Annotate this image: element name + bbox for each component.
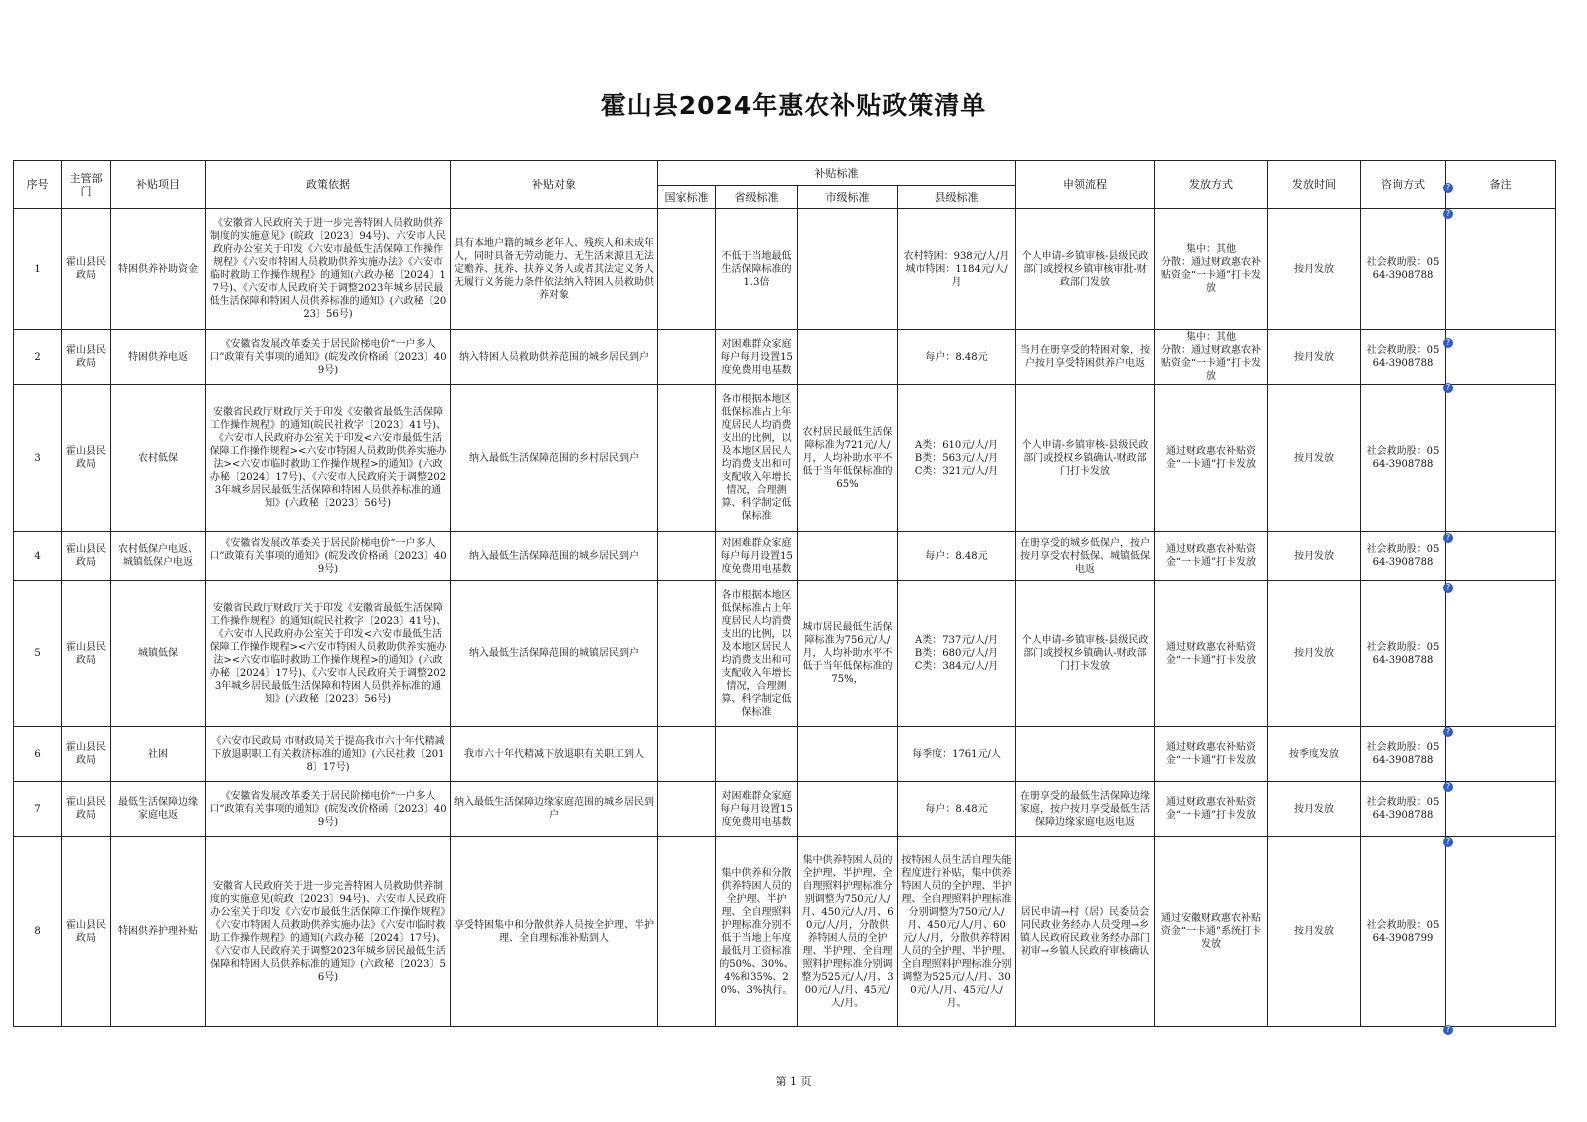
cell-remark: [1446, 209, 1556, 330]
cell-process: 当月在册享受的特困对象，按户按月享受特困供养户电返: [1016, 330, 1155, 385]
cell-process: 个人申请-乡镇审核-县级民政部门或授权乡镇确认-财政部门打卡发放: [1016, 581, 1155, 727]
header-target: 补贴对象: [451, 161, 658, 209]
table-row: [14, 837, 1556, 1027]
cell-basis: 《六安市民政局 市财政局关于提高我市六十年代精减下放退职职工有关救济标准的通知》(六民社救〔2018〕17号): [206, 727, 451, 782]
cell-county: 按特困人员生活自理失能程度进行补贴，集中供养特困人员的全护理、半护理、全自理照料护理标准分别调整为750元/人/月、450元/人/月、60元/人/月，分散供养特困人员的全护理、半护理、全自理照料护理标准分别调整为525元/人/月、300元/人/月、45元/人/月。: [898, 837, 1016, 1027]
cell-provincial: 各市根据本地区低保标准占上年度居民人均消费支出的比例，以及本地区居民人均消费支出和可支配收入年增长情况，合理测算、科学制定低保标准: [716, 581, 798, 727]
cell-remark: [1446, 782, 1556, 837]
cell-target: 纳入最低生活保障范围的城乡居民到户: [451, 532, 658, 581]
cell-dept: 霍山县民政局: [62, 727, 111, 782]
cell-county: 每户：8.48元: [898, 330, 1016, 385]
cell-county: 农村特困：938元/人/月 城市特困：1184元/人/月: [898, 209, 1016, 330]
cell-process: 个人申请-乡镇审核-县级民政部门或授权乡镇审核审批-财政部门发放: [1016, 209, 1155, 330]
cell-time: 按月发放: [1268, 330, 1361, 385]
cell-seq: 8: [14, 837, 62, 1027]
cell-item: 特困供养补助资金: [111, 209, 206, 330]
cell-dept: 霍山县民政局: [62, 837, 111, 1027]
cell-method: 通过财政惠农补贴资金“一卡通”打卡发放: [1155, 782, 1268, 837]
cell-provincial: 对困难群众家庭每户每月设置15度免费用电基数: [716, 782, 798, 837]
comment-marker-icon[interactable]: ?: [1443, 837, 1453, 847]
header-time: 发放时间: [1268, 161, 1361, 209]
cell-remark: [1446, 727, 1556, 782]
cell-national: [658, 727, 716, 782]
cell-target: 享受特困集中和分散供养人员按全护理、半护理、全自理标准补贴到人: [451, 837, 658, 1027]
cell-target: 纳入最低生活保障范围的城镇居民到户: [451, 581, 658, 727]
header-national: 国家标准: [658, 186, 716, 209]
cell-item: 最低生活保障边缘家庭电返: [111, 782, 206, 837]
header-dept: 主管部门: [62, 161, 111, 209]
policy-table: [13, 160, 1556, 1027]
cell-county: A类：737元/人/月 B类：680元/人/月 C类：384元/人/月: [898, 581, 1016, 727]
cell-method: 通过安徽财政惠农补贴资金“一卡通”系统打卡发放: [1155, 837, 1268, 1027]
comment-marker-icon[interactable]: ?: [1443, 183, 1453, 193]
comment-marker-icon[interactable]: ?: [1443, 1025, 1453, 1035]
cell-seq: 1: [14, 209, 62, 330]
header-method: 发放方式: [1155, 161, 1268, 209]
header-provincial: 省级标准: [716, 186, 798, 209]
cell-county: 每季度：1761元/人: [898, 727, 1016, 782]
cell-time: 按季度发放: [1268, 727, 1361, 782]
cell-provincial: [716, 727, 798, 782]
cell-basis: 《安徽省发展改革委关于居民阶梯电价“一户多人口”政策有关事项的通知》(皖发改价格函〔2023〕409号): [206, 532, 451, 581]
cell-national: [658, 385, 716, 532]
cell-target: 纳入特困人员救助供养范围的城乡居民到户: [451, 330, 658, 385]
cell-basis: 《安徽省人民政府关于进一步完善特困人员救助供养制度的实施意见》(皖政〔2023〕94号)、六安市人民政府办公室关于印发《六安市最低生活保障工作操作规程》《六安市特困人员救助供养实施办法》《六安市临时救助工作操作规程》的通知(六政办秘〔2024〕17号)、《六安市人民政府关于调整2023年城乡居民最低生活保障和特困人员供养标准的通知》(六政秘〔2023〕56号): [206, 209, 451, 330]
cell-provincial: 对困难群众家庭每户每月设置15度免费用电基数: [716, 330, 798, 385]
cell-national: [658, 532, 716, 581]
cell-provincial: 对困难群众家庭每户每月设置15度免费用电基数: [716, 532, 798, 581]
cell-county: A类：610元/人/月 B类：563元/人/月 C类：321元/人/月: [898, 385, 1016, 532]
cell-item: 特困供养护理补贴: [111, 837, 206, 1027]
cell-method: 通过财政惠农补贴资金“一卡通”打卡发放: [1155, 727, 1268, 782]
cell-item: 城镇低保: [111, 581, 206, 727]
table-row: [14, 330, 1556, 385]
cell-seq: 6: [14, 727, 62, 782]
comment-marker-icon[interactable]: ?: [1443, 583, 1453, 593]
cell-dept: 霍山县民政局: [62, 385, 111, 532]
cell-contact: 社会救助股：0564-3908799: [1361, 837, 1446, 1027]
cell-remark: [1446, 330, 1556, 385]
cell-seq: 3: [14, 385, 62, 532]
table-row: [14, 385, 1556, 532]
cell-target: 具有本地户籍的城乡老年人、残疾人和未成年人，同时具备无劳动能力、无生活来源且无法定赡养、抚养、扶养义务人或者其法定义务人无履行义务能力条件依法纳入特困人员救助供养对象: [451, 209, 658, 330]
cell-contact: 社会救助股：0564-3908788: [1361, 209, 1446, 330]
cell-basis: 安徽省民政厅财政厅关于印发《安徽省最低生活保障工作操作规程》的通知(皖民社救字〔2023〕41号)、《六安市人民政府办公室关于印发<六安市最低生活保障工作操作规程><六安市特困人员救助供养实施办法><六安市临时救助工作操作规程>的通知》(六政办秘〔2024〕17号)、《六安市人民政府关于调整2023年城乡居民最低生活保障和特困人员供养标准的通知》(六政秘〔2023〕56号): [206, 581, 451, 727]
comment-marker-icon[interactable]: ?: [1443, 533, 1453, 543]
cell-item: 特困供养电返: [111, 330, 206, 385]
table-row: [14, 782, 1556, 837]
cell-county: 每户：8.48元: [898, 782, 1016, 837]
cell-remark: [1446, 385, 1556, 532]
cell-national: [658, 782, 716, 837]
cell-remark: [1446, 581, 1556, 727]
comment-marker-icon[interactable]: ?: [1443, 383, 1453, 393]
header-remark: 备注: [1446, 161, 1556, 209]
cell-contact: 社会救助股：0564-3908788: [1361, 532, 1446, 581]
table-row: [14, 581, 1556, 727]
table-row: [14, 727, 1556, 782]
cell-seq: 5: [14, 581, 62, 727]
cell-item: 社困: [111, 727, 206, 782]
cell-basis: 《安徽省发展改革委关于居民阶梯电价“一户多人口”政策有关事项的通知》(皖发改价格函〔2023〕409号): [206, 782, 451, 837]
header-process: 申领流程: [1016, 161, 1155, 209]
cell-dept: 霍山县民政局: [62, 581, 111, 727]
table-row: [14, 532, 1556, 581]
cell-method: 通过财政惠农补贴资金“一卡通”打卡发放: [1155, 385, 1268, 532]
cell-target: 纳入最低生活保障范围的乡村居民到户: [451, 385, 658, 532]
cell-national: [658, 330, 716, 385]
cell-basis: 安徽省人民政府关于进一步完善特困人员救助供养制度的实施意见(皖政〔2023〕94号)、六安市人民政府办公室关于印发《六安市最低生活保障工作操作规程》《六安市特困人员救助供养实施办法》《六安市临时救助工作操作规程》的通知(六政办秘〔2024〕17号)、《六安市人民政府关于调整2023年城乡居民最低生活保障和特困人员供养标准的通知》(六政秘〔2023〕56号): [206, 837, 451, 1027]
comment-marker-icon[interactable]: ?: [1443, 727, 1453, 737]
cell-seq: 4: [14, 532, 62, 581]
cell-dept: 霍山县民政局: [62, 330, 111, 385]
cell-city: [798, 727, 898, 782]
cell-process: 在册享受的城乡低保户，按户按月享受农村低保、城镇低保电返: [1016, 532, 1155, 581]
cell-time: 按月发放: [1268, 385, 1361, 532]
cell-basis: 《安徽省发展改革委关于居民阶梯电价“一户多人口”政策有关事项的通知》(皖发改价格函〔2023〕409号): [206, 330, 451, 385]
comment-marker-icon[interactable]: ?: [1443, 338, 1453, 348]
cell-method: 通过财政惠农补贴资金“一卡通”打卡发放: [1155, 532, 1268, 581]
cell-provincial: 集中供养和分散供养特困人员的全护理、半护理、全自理照料护理标准分别不低于当地上年度最低月工资标准的50%、30%、4%和35%、20%、3%执行。: [716, 837, 798, 1027]
cell-time: 按月发放: [1268, 581, 1361, 727]
page-title: 霍山县2024年惠农补贴政策清单: [600, 91, 987, 120]
cell-city: [798, 330, 898, 385]
cell-contact: 社会救助股：0564-3908788: [1361, 782, 1446, 837]
cell-process: [1016, 727, 1155, 782]
cell-seq: 2: [14, 330, 62, 385]
cell-city: 集中供养特困人员的全护理、半护理、全自理照料护理标准分别调整为750元/人/月、450元/人/月、60元/人/月，分散供养特困人员的全护理、半护理、全自理照料护理标准分别调整为525元/人/月、300元/人/月、45元/人/月。: [798, 837, 898, 1027]
cell-target: 纳入最低生活保障边缘家庭范围的城乡居民到户: [451, 782, 658, 837]
cell-method: 集中：其他 分散：通过财政惠农补贴资金“一卡通”打卡发放: [1155, 209, 1268, 330]
cell-method: 通过财政惠农补贴资金“一卡通”打卡发放: [1155, 581, 1268, 727]
cell-provincial: 不低于当地最低生活保障标准的1.3倍: [716, 209, 798, 330]
cell-time: 按月发放: [1268, 782, 1361, 837]
cell-basis: 安徽省民政厅财政厅关于印发《安徽省最低生活保障工作操作规程》的通知(皖民社救字〔2023〕41号)、《六安市人民政府办公室关于印发<六安市最低生活保障工作操作规程><六安市特困人员救助供养实施办法><六安市临时救助工作操作规程>的通知》(六政办秘〔2024〕17号)、《六安市人民政府关于调整2023年城乡居民最低生活保障和特困人员供养标准的通知》(六政秘〔2023〕56号): [206, 385, 451, 532]
cell-national: [658, 209, 716, 330]
header-contact: 咨询方式: [1361, 161, 1446, 209]
table-row: [14, 209, 1556, 330]
cell-time: 按月发放: [1268, 532, 1361, 581]
header-county: 县级标准: [898, 186, 1016, 209]
cell-contact: 社会救助股：0564-3908788: [1361, 581, 1446, 727]
cell-county: 每户：8.48元: [898, 532, 1016, 581]
cell-city: [798, 782, 898, 837]
header-city: 市级标准: [798, 186, 898, 209]
header-standard: 补贴标准: [658, 161, 1016, 186]
cell-method: 集中：其他 分散：通过财政惠农补贴资金“一卡通”打卡发放: [1155, 330, 1268, 385]
header-basis: 政策依据: [206, 161, 451, 209]
cell-provincial: 各市根据本地区低保标准占上年度居民人均消费支出的比例，以及本地区居民人均消费支出和可支配收入年增长情况，合理测算、科学制定低保标准: [716, 385, 798, 532]
cell-dept: 霍山县民政局: [62, 782, 111, 837]
cell-item: 农村低保户电返、城镇低保户电返: [111, 532, 206, 581]
comment-marker-icon[interactable]: ?: [1443, 209, 1453, 219]
header-item: 补贴项目: [111, 161, 206, 209]
cell-target: 我市六十年代精减下放退职有关职工到人: [451, 727, 658, 782]
cell-contact: 社会救助股：0564-3908788: [1361, 727, 1446, 782]
cell-remark: [1446, 532, 1556, 581]
cell-city: [798, 532, 898, 581]
cell-seq: 7: [14, 782, 62, 837]
page-number: 第 1 页: [775, 1075, 812, 1088]
comment-marker-icon[interactable]: ?: [1443, 782, 1453, 792]
cell-item: 农村低保: [111, 385, 206, 532]
cell-time: 按月发放: [1268, 209, 1361, 330]
cell-national: [658, 837, 716, 1027]
cell-national: [658, 581, 716, 727]
cell-remark: [1446, 837, 1556, 1027]
cell-process: 在册享受的最低生活保障边缘家庭，按户按月享受最低生活保障边缘家庭电返电返: [1016, 782, 1155, 837]
cell-city: 城市居民最低生活保障标准为756元/人/月，人均补助水平不低于当年低保标准的75%，: [798, 581, 898, 727]
cell-time: 按月发放: [1268, 837, 1361, 1027]
cell-contact: 社会救助股：0564-3908788: [1361, 385, 1446, 532]
cell-process: 居民申请→村（居）民委员会同民政业务经办人员受理→乡镇人民政府民政业务经办部门初审→乡镇人民政府审核确认: [1016, 837, 1155, 1027]
cell-city: [798, 209, 898, 330]
cell-process: 个人申请-乡镇审核-县级民政部门或授权乡镇确认-财政部门打卡发放: [1016, 385, 1155, 532]
cell-dept: 霍山县民政局: [62, 209, 111, 330]
header-seq: 序号: [14, 161, 62, 209]
cell-city: 农村居民最低生活保障标准为721元/人/月，人均补助水平不低于当年低保标准的65%: [798, 385, 898, 532]
cell-dept: 霍山县民政局: [62, 532, 111, 581]
cell-contact: 社会救助股：0564-3908788: [1361, 330, 1446, 385]
